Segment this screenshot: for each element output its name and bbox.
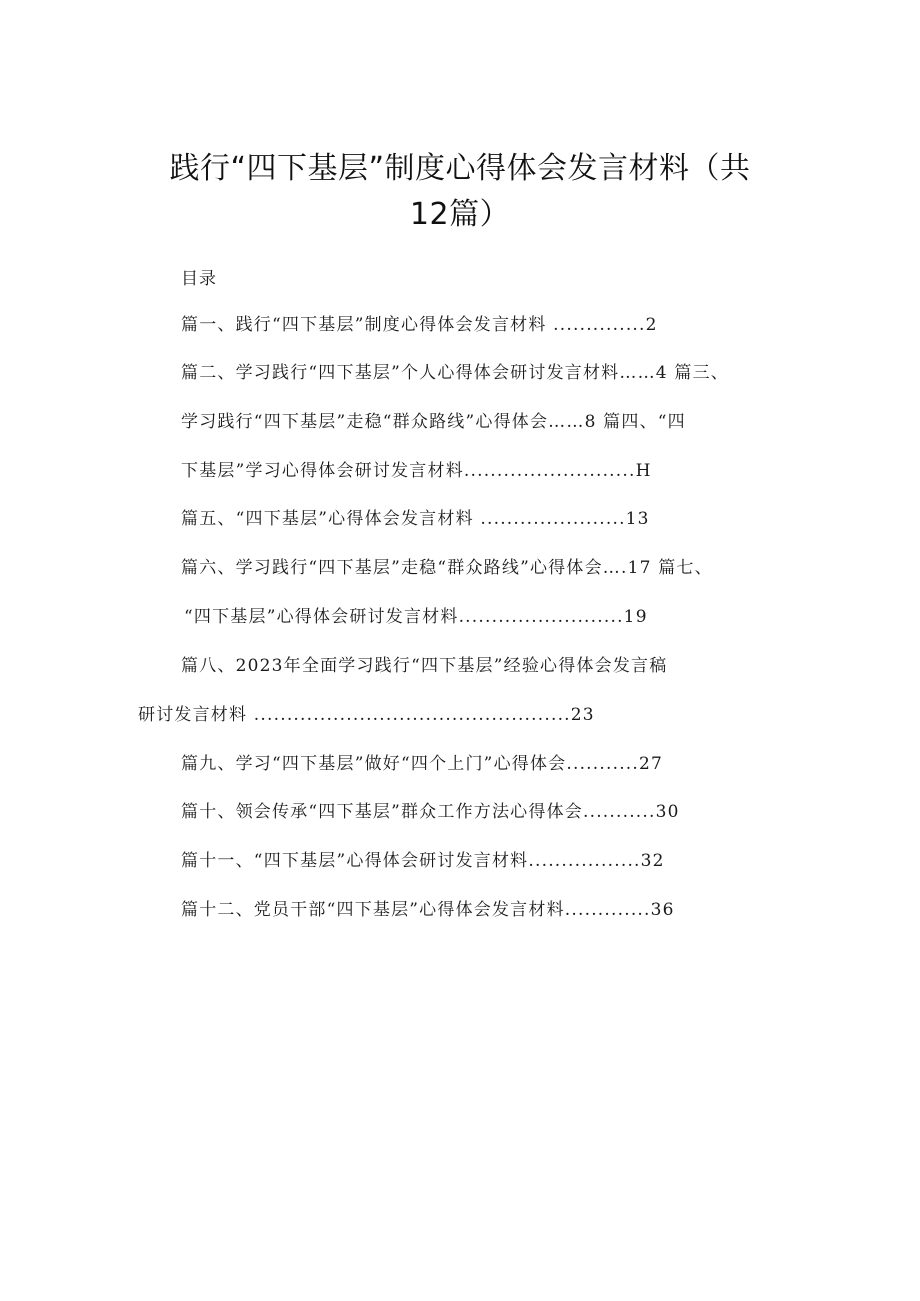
toc-line-11: 篇十、领会传承“四下基层”群众工作方法心得体会...........30 xyxy=(181,802,680,822)
toc-line-8: 篇八、2023年全面学习践行“四下基层”经验心得体会发言稿 xyxy=(181,656,668,676)
toc-line-12: 篇十一、“四下基层”心得体会研讨发言材料.................32 xyxy=(181,851,665,871)
toc-line-4: 下基层”学习心得体会研讨发言材料..........................H xyxy=(181,461,652,481)
toc-line-9: 研讨发言材料 ................................................23 xyxy=(138,705,595,725)
toc-line-2: 篇二、学习践行“四下基层”个人心得体会研讨发言材料……4 篇三、 xyxy=(181,363,730,383)
document-title-line-2: 12篇） xyxy=(409,197,511,232)
toc-line-6: 篇六、学习践行“四下基层”走稳“群众路线”心得体会….17 篇七、 xyxy=(181,558,713,578)
document-title-line-1: 践行“四下基层”制度心得体会发言材料（共 xyxy=(169,151,751,186)
toc-line-7: “四下基层”心得体会研讨发言材料.........................19 xyxy=(184,607,648,627)
toc-line-3: 学习践行“四下基层”走稳“群众路线”心得体会……8 篇四、“四 xyxy=(181,412,686,432)
toc-line-13: 篇十二、党员干部“四下基层”心得体会发言材料.............36 xyxy=(181,900,675,920)
toc-heading: 目录 xyxy=(181,269,217,289)
toc-line-10: 篇九、学习“四下基层”做好“四个上门”心得体会...........27 xyxy=(181,754,664,774)
toc-line-5: 篇五、“四下基层”心得体会发言材料 ......................13 xyxy=(181,509,650,529)
toc-line-1: 篇一、践行“四下基层”制度心得体会发言材料 ..............2 xyxy=(181,315,658,335)
